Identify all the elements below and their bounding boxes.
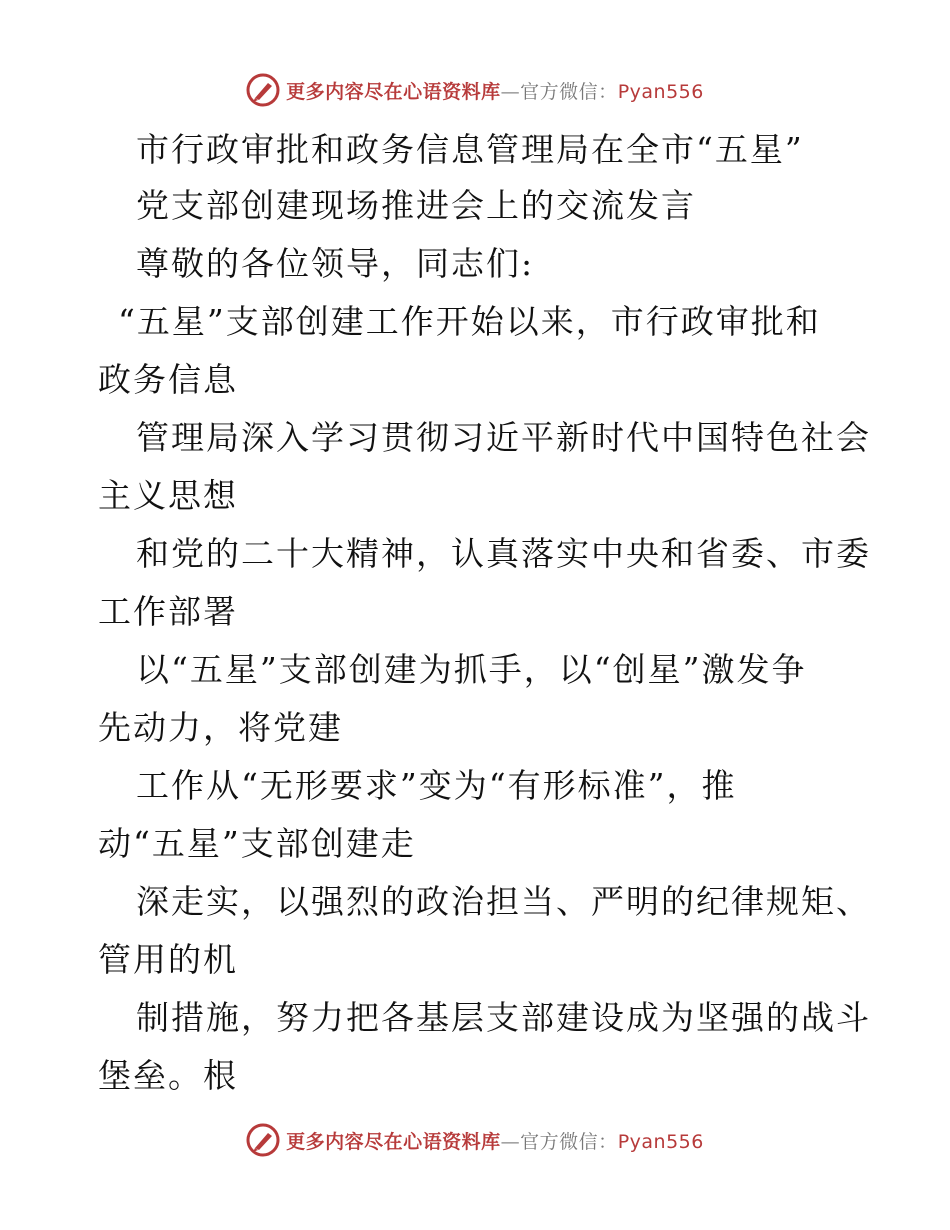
pen-logo-icon — [246, 1123, 280, 1157]
paragraph-line: 管理局深入学习贯彻习近平新时代中国特色社会 — [136, 418, 871, 457]
watermark-text: 更多内容尽在心语资料库—官方微信：Pyan556 — [286, 80, 704, 103]
paragraph-line: “五星”支部创建工作开始以来，市行政审批和 — [118, 302, 821, 341]
watermark-text: 更多内容尽在心语资料库—官方微信：Pyan556 — [286, 1130, 704, 1153]
watermark-header — [0, 70, 950, 110]
salutation: 尊敬的各位领导，同志们: — [136, 244, 535, 283]
title-line-1: 市行政审批和政务信息管理局在全市“五星” — [136, 130, 804, 169]
paragraph-line: 堡垒。根 — [98, 1056, 238, 1095]
paragraph-line: 管用的机 — [98, 940, 238, 979]
paragraph-line: 工作部署 — [98, 592, 238, 631]
paragraph-line: 工作从“无形要求”变为“有形标准”，推 — [136, 766, 737, 805]
paragraph-line: 动“五星”支部创建走 — [98, 824, 416, 863]
paragraph-line: 深走实，以强烈的政治担当、严明的纪律规矩、 — [136, 882, 871, 921]
watermark-footer — [0, 1120, 950, 1160]
paragraph-line: 以“五星”支部创建为抓手，以“创星”激发争 — [136, 650, 807, 689]
pen-logo-icon — [246, 73, 280, 107]
paragraph-line: 先动力，将党建 — [98, 708, 343, 747]
paragraph-line: 和党的二十大精神，认真落实中央和省委、市委 — [136, 534, 871, 573]
paragraph-line: 制措施，努力把各基层支部建设成为坚强的战斗 — [136, 998, 871, 1037]
paragraph-line: 主义思想 — [98, 476, 238, 515]
title-line-2: 党支部创建现场推进会上的交流发言 — [136, 186, 696, 225]
paragraph-line: 政务信息 — [98, 360, 238, 399]
